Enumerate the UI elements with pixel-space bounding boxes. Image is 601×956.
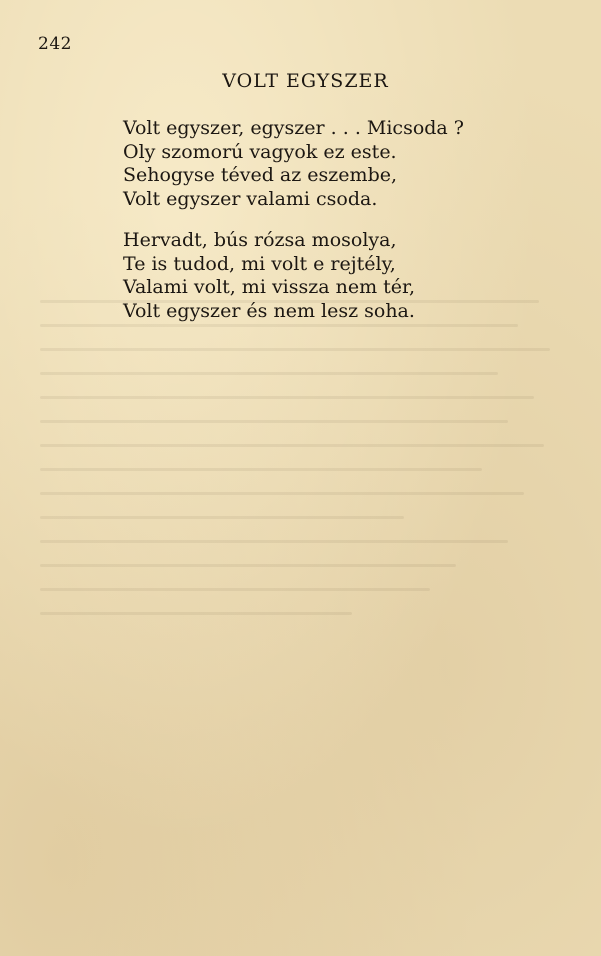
reverse-page-bleed-through	[40, 300, 560, 700]
poem-line: Volt egyszer, egyszer . . . Micsoda ?	[123, 117, 464, 139]
poem-line: Sehogyse téved az eszembe,	[123, 164, 398, 186]
poem-line: Te is tudod, mi volt e rejtély,	[123, 252, 396, 275]
poem-line: Valami volt, mi vissza nem tér,	[123, 276, 416, 298]
poem-line: Oly szomorú vagyok ez este.	[123, 140, 397, 163]
poem-stanza-2	[123, 229, 415, 323]
poem-line: Hervadt, bús rózsa mosolya,	[123, 229, 397, 251]
poem-title: VOLT EGYSZER	[222, 70, 389, 92]
poem-stanza-1	[123, 117, 464, 211]
poem-line: Volt egyszer valami csoda.	[123, 187, 378, 210]
page-number: 242	[38, 34, 72, 54]
poem-line: Volt egyszer és nem lesz soha.	[123, 299, 415, 322]
